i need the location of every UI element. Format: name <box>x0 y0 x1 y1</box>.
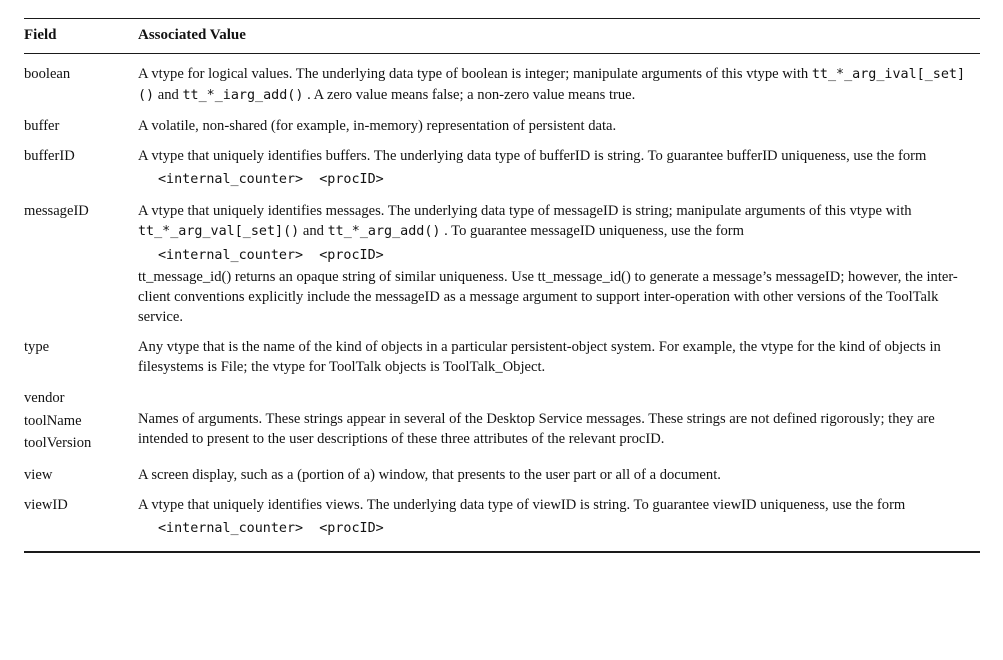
value-paragraph <box>138 116 980 136</box>
code-block: <internal_counter> <procID> <box>158 248 384 263</box>
column-header-field: Field <box>24 27 57 43</box>
table-row-boolean <box>24 64 980 106</box>
value-paragraph <box>138 146 980 166</box>
text-run: Names of arguments. These strings appear in several of the Desktop Service messages. These strings are not defined rigorously; they are intended to present to the user descriptions of these three attributes of the relevant procID. <box>138 411 935 447</box>
value-paragraph <box>138 201 980 242</box>
field-cell <box>24 387 138 455</box>
value-cell <box>138 409 980 455</box>
field-label: boolean <box>24 66 71 82</box>
inline-code: tt_*_arg_ival[_set]() <box>138 67 966 103</box>
table-row-viewID <box>24 495 980 540</box>
text-run: and <box>299 223 328 239</box>
value-cell <box>138 495 980 540</box>
table-row-buffer <box>24 116 980 136</box>
table-row-bufferID <box>24 146 980 191</box>
text-run: A screen display, such as a (portion of a) window, that presents to the user part or all of a document. <box>138 466 721 483</box>
value-paragraph <box>138 495 980 515</box>
inline-code: tt_*_arg_add() <box>327 224 441 239</box>
column-header-associated-value: Associated Value <box>138 27 246 43</box>
table-header-rule <box>24 53 980 54</box>
value-paragraph <box>138 337 980 377</box>
text-run: A volatile, non-shared (for example, in-memory) representation of persistent data. <box>138 118 617 134</box>
table-row-type <box>24 337 980 377</box>
table-rows <box>24 64 980 540</box>
field-label: view <box>24 466 53 483</box>
field-label: viewID <box>24 496 68 513</box>
text-run: A vtype for logical values. The underlying data type of boolean is integer; manipulate arguments of this vtype with <box>138 66 812 82</box>
value-paragraph <box>138 267 980 327</box>
field-cell <box>24 201 138 327</box>
text-run: Any vtype that is the name of the kind of objects in a particular persistent-object system. For example, the vtype for the kind of objects in filesystems is File; the vtype for ToolTalk objects is ToolTalk_Object. <box>138 339 941 375</box>
field-cell <box>24 146 138 191</box>
value-cell <box>138 146 980 191</box>
field-value-table <box>24 18 980 553</box>
field-label: type <box>24 339 50 355</box>
value-cell <box>138 64 980 106</box>
text-run: . To guarantee messageID uniqueness, use the form <box>440 223 744 239</box>
field-cell <box>24 465 138 485</box>
value-cell <box>138 337 980 377</box>
text-run: and <box>154 87 183 103</box>
inline-code: tt_*_arg_val[_set]() <box>138 224 300 239</box>
value-cell <box>138 201 980 327</box>
field-label: vendor <box>24 390 65 406</box>
table-header-row <box>24 19 980 53</box>
field-label: messageID <box>24 203 89 219</box>
value-cell <box>138 116 980 136</box>
text-run: tt_message_id() returns an opaque string of similar uniqueness. Use tt_message_id() to generate a message’s messageID; however, the inter-client conventions explicitly include the messageID as a message argument to support inter-operation with other versions of the ToolTalk service. <box>138 269 958 325</box>
field-cell <box>24 337 138 377</box>
value-paragraph <box>138 64 980 106</box>
table-bottom-rule <box>24 551 980 553</box>
value-paragraph <box>138 465 980 485</box>
field-label: toolVersion <box>24 435 92 451</box>
field-label: bufferID <box>24 148 75 164</box>
code-block: <internal_counter> <procID> <box>158 520 384 536</box>
value-paragraph <box>138 409 980 449</box>
field-label: toolName <box>24 412 82 429</box>
field-cell <box>24 495 138 540</box>
text-run: . A zero value means false; a non-zero value means true. <box>303 87 636 103</box>
inline-code: tt_*_iarg_add() <box>182 88 304 103</box>
value-cell <box>138 465 980 485</box>
field-label: buffer <box>24 118 60 134</box>
code-block: <internal_counter> <procID> <box>158 172 384 187</box>
field-cell <box>24 64 138 106</box>
table-row-view <box>24 465 980 485</box>
text-run: A vtype that uniquely identifies buffers. The underlying data type of bufferID is string. To guarantee bufferID uniqueness, use the form <box>138 148 927 164</box>
table-row-vendor-toolName-toolVersion <box>24 387 980 455</box>
text-run: A vtype that uniquely identifies views. The underlying data type of viewID is string. To guarantee viewID uniqueness, use the form <box>138 496 906 513</box>
table-row-messageID <box>24 201 980 327</box>
text-run: A vtype that uniquely identifies messages. The underlying data type of messageID is string; manipulate arguments of this vtype with <box>138 203 912 219</box>
field-cell <box>24 116 138 136</box>
